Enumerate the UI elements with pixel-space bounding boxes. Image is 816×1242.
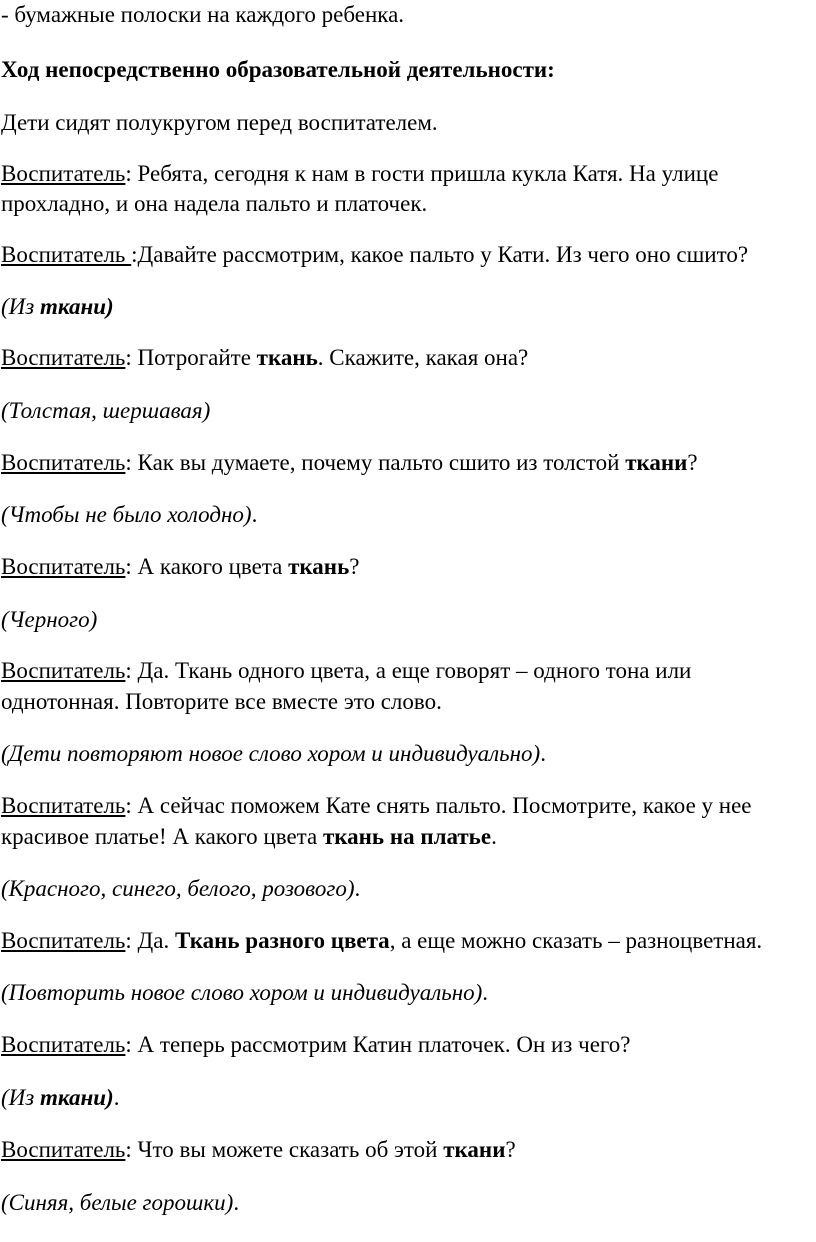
answer-5-text: (Дети повторяют новое слово хором и индивидуально) [1, 741, 541, 766]
paragraph-3-text-c: . Скажите, какая она? [317, 345, 529, 370]
materials-text: - бумажные полоски на каждого ребенка. [1, 2, 405, 27]
answer-6-text: (Красного, синего, белого, розового) [1, 876, 355, 901]
paragraph-1-line-1 [1, 159, 718, 189]
answer-8-text-a: (Из [1, 1085, 40, 1110]
paragraph-10-text-a: : Что вы можете сказать об этой [125, 1137, 444, 1162]
period: . [540, 741, 546, 766]
answer-1-text-b: ткани) [40, 294, 114, 319]
answer-4 [1, 605, 97, 635]
period: . [233, 1190, 240, 1215]
paragraph-4 [1, 448, 698, 478]
paragraph-10 [1, 1135, 516, 1165]
answer-2-text: (Толстая, шершавая) [1, 398, 211, 423]
speaker-label: Воспитатель [1, 1032, 126, 1057]
paragraph-5-text-c: ? [349, 554, 360, 579]
paragraph-7-text-a: : А сейчас поможем Кате снять пальто. Посмотрите, какое у нее [125, 793, 752, 818]
answer-2 [1, 396, 210, 426]
speaker-label: Воспитатель [1, 242, 132, 267]
answer-1-text-a: (Из [1, 294, 40, 319]
paragraph-4-text-c: ? [687, 450, 698, 475]
speaker-label: Воспитатель [1, 928, 126, 953]
paragraph-intro [1, 108, 438, 138]
answer-3-text: (Чтобы не было холодно) [1, 502, 252, 527]
answer-1 [1, 292, 114, 322]
materials-line [1, 0, 404, 30]
speaker-label: Воспитатель [1, 345, 126, 370]
answer-9 [1, 1188, 239, 1218]
paragraph-7-keyword: ткань на платье [322, 824, 492, 849]
paragraph-7-text-b: красивое платье! А какого цвета [1, 824, 323, 849]
paragraph-8-text-c: , а еще можно сказать – разноцветная. [389, 928, 763, 953]
heading-text: Ход непосредственно образовательной деятельности: [1, 57, 555, 82]
paragraph-3 [1, 343, 528, 373]
paragraph-5-keyword: ткань [288, 554, 350, 579]
paragraph-5-text-a: : А какого цвета [125, 554, 289, 579]
period: . [354, 876, 361, 901]
period: . [251, 502, 258, 527]
period: . [491, 824, 497, 849]
answer-9-text: (Синяя, белые горошки) [1, 1190, 234, 1215]
paragraph-3-keyword: ткань [256, 345, 318, 370]
paragraph-5 [1, 552, 359, 582]
paragraph-2-text: :Давайте рассмотрим, какое пальто у Кати. Из чего оно сшито? [131, 242, 749, 267]
speaker-label: Воспитатель [1, 554, 126, 579]
speaker-label: Воспитатель [1, 161, 126, 186]
paragraph-1-text-b: прохладно, и она надела пальто и платочек. [1, 191, 428, 216]
answer-7-text: (Повторить новое слово хором и индивидуально) [1, 980, 483, 1005]
paragraph-6-line-2 [1, 687, 442, 717]
section-heading [1, 55, 555, 85]
paragraph-7-line-2 [1, 822, 497, 852]
speaker-label: Воспитатель [1, 793, 126, 818]
paragraph-8-keyword: Ткань разного цвета [174, 928, 390, 953]
speaker-label: Воспитатель [1, 658, 126, 683]
paragraph-1-text-a: : Ребята, сегодня к нам в гости пришла кукла Катя. На улице [125, 161, 719, 186]
answer-6 [1, 874, 360, 904]
paragraph-3-text-a: : Потрогайте [125, 345, 257, 370]
answer-5 [1, 739, 546, 769]
paragraph-2 [1, 240, 748, 270]
period: . [482, 980, 489, 1005]
paragraph-10-keyword: ткани [443, 1137, 506, 1162]
speaker-label: Воспитатель [1, 450, 126, 475]
answer-7 [1, 978, 488, 1008]
paragraph-4-text-a: : Как вы думаете, почему пальто сшито из толстой [125, 450, 626, 475]
paragraph-9-text: : А теперь рассмотрим Катин платочек. Он из чего? [125, 1032, 631, 1057]
answer-3 [1, 500, 257, 530]
intro-text: Дети сидят полукругом перед воспитателем. [1, 110, 438, 135]
paragraph-9 [1, 1030, 631, 1060]
answer-4-text: (Черного) [1, 607, 98, 632]
answer-8-text-b: ткани) [40, 1085, 114, 1110]
answer-8 [1, 1083, 119, 1113]
paragraph-7-line-1 [1, 791, 752, 821]
paragraph-10-text-c: ? [505, 1137, 516, 1162]
paragraph-1-line-2 [1, 189, 427, 219]
paragraph-6-text-b: однотонная. Повторите все вместе это слово. [1, 689, 442, 714]
speaker-label: Воспитатель [1, 1137, 126, 1162]
paragraph-8-text-a: : Да. [125, 928, 175, 953]
paragraph-4-keyword: ткани [625, 450, 688, 475]
period: . [113, 1085, 120, 1110]
paragraph-8 [1, 926, 762, 956]
paragraph-6-text-a: : Да. Ткань одного цвета, а еще говорят – одного тона или [125, 658, 692, 683]
paragraph-6-line-1 [1, 656, 691, 686]
